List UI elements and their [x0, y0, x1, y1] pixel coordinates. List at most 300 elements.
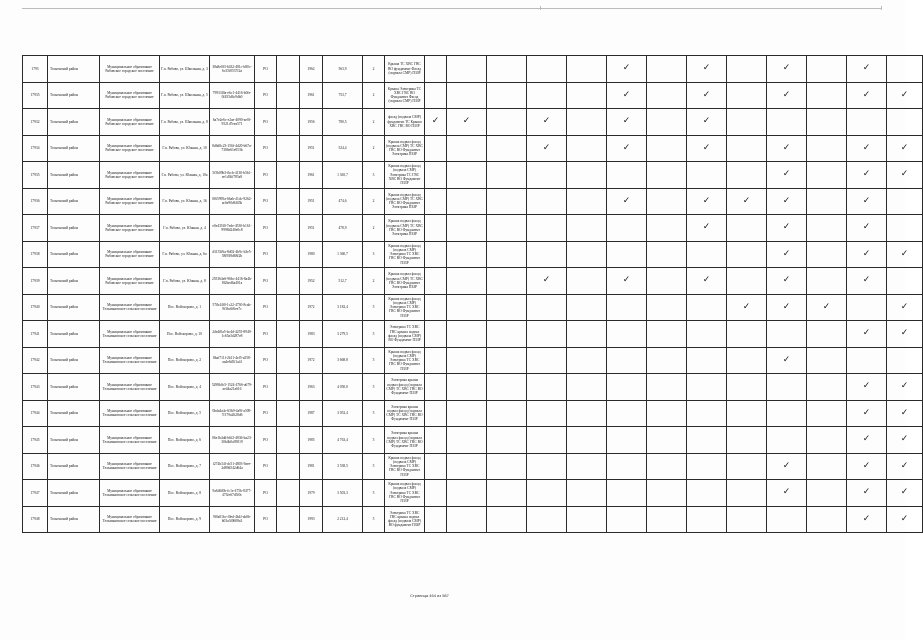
empty-check-cell — [887, 268, 923, 295]
empty-check-cell — [807, 480, 847, 507]
table-row — [23, 82, 923, 109]
row-number-cell: 17942 — [23, 347, 48, 374]
check-mark-cell: ✓ — [847, 82, 887, 109]
works-list-cell: Крыша подвал фасад (подвала СМР) Электрика ТС ХВС ГВС ВО Фундамент ПЗЗР — [385, 480, 425, 507]
empty-check-cell — [425, 374, 447, 401]
empty-check-cell — [425, 400, 447, 427]
empty-check-cell — [807, 400, 847, 427]
empty-check-cell — [447, 241, 487, 268]
empty-check-cell — [727, 400, 767, 427]
empty-check-cell — [447, 268, 487, 295]
area-cell: 524,4 — [323, 135, 363, 162]
empty-check-cell — [647, 135, 687, 162]
area-cell: 3 182,4 — [323, 294, 363, 321]
empty-cell — [277, 427, 300, 454]
municipality-cell: Муниципальное образование Тельмановское сельское поселение — [100, 294, 160, 321]
empty-cell — [277, 453, 300, 480]
district-cell: Тосненский район — [48, 162, 100, 189]
district-cell: Тосненский район — [48, 480, 100, 507]
empty-check-cell — [887, 215, 923, 242]
district-cell: Тосненский район — [48, 188, 100, 215]
empty-check-cell — [727, 82, 767, 109]
object-code-cell: РО — [255, 506, 277, 533]
district-cell: Тосненский район — [48, 294, 100, 321]
year-cell: 1951 — [300, 215, 323, 242]
empty-check-cell — [527, 241, 567, 268]
table-row — [23, 268, 923, 295]
empty-check-cell — [807, 82, 847, 109]
floors-cell: 2 — [363, 215, 385, 242]
empty-check-cell — [647, 506, 687, 533]
empty-check-cell — [447, 215, 487, 242]
district-cell: Тосненский район — [48, 135, 100, 162]
check-mark-cell: ✓ — [887, 241, 923, 268]
check-mark-cell: ✓ — [847, 374, 887, 401]
object-code-cell: РО — [255, 268, 277, 295]
empty-check-cell — [527, 374, 567, 401]
municipality-cell: Муниципальное образование Рябовское городское поселение — [100, 241, 160, 268]
empty-check-cell — [727, 241, 767, 268]
check-mark-cell: ✓ — [687, 268, 727, 295]
empty-check-cell — [527, 347, 567, 374]
fias-code-cell: e0e435f0-7ede-4530-b161-9998d240e0c8 — [210, 215, 255, 242]
area-cell: 3 279,5 — [323, 321, 363, 348]
check-mark-cell: ✓ — [887, 506, 923, 533]
empty-check-cell — [527, 188, 567, 215]
object-code-cell: РО — [255, 347, 277, 374]
address-cell: Г.п. Рябово, ул. Южная, д. 8 — [160, 268, 210, 295]
works-list-cell: Крыша подвал фасад (подвала СМР) ТС ХВС ГВС ВО Фундамент Электрика ПЗЗР — [385, 135, 425, 162]
empty-check-cell — [807, 109, 847, 136]
check-mark-cell: ✓ — [687, 82, 727, 109]
check-mark-cell: ✓ — [727, 294, 767, 321]
row-number-cell: 17938 — [23, 241, 48, 268]
table-row — [23, 294, 923, 321]
empty-check-cell — [567, 480, 607, 507]
empty-check-cell — [687, 453, 727, 480]
address-cell: Г.п. Рябово, ул. Южная, д. 10а — [160, 162, 210, 189]
table-row — [23, 109, 923, 136]
empty-check-cell — [607, 347, 647, 374]
address-cell: Г.п. Рябово, ул. Южная, д. 6а — [160, 241, 210, 268]
row-number-cell: 17932 — [23, 109, 48, 136]
check-mark-cell: ✓ — [607, 268, 647, 295]
row-number-cell: 17937 — [23, 215, 48, 242]
empty-check-cell — [727, 321, 767, 348]
empty-check-cell — [487, 56, 527, 83]
register-table — [22, 55, 923, 533]
check-mark-cell: ✓ — [887, 321, 923, 348]
empty-check-cell — [647, 347, 687, 374]
municipality-cell: Муниципальное образование Рябовское городское поселение — [100, 56, 160, 83]
empty-cell — [277, 135, 300, 162]
works-list-cell: Электрика крыша подвал фасад (подвала СМР) ТС ХВС ГВС ВО Фундамент ПЗЗР — [385, 374, 425, 401]
year-cell: 1963 — [300, 374, 323, 401]
check-mark-cell: ✓ — [687, 215, 727, 242]
empty-check-cell — [447, 294, 487, 321]
check-mark-cell: ✓ — [767, 347, 807, 374]
floors-cell: 2 — [363, 188, 385, 215]
check-mark-cell: ✓ — [447, 109, 487, 136]
district-cell: Тосненский район — [48, 453, 100, 480]
empty-check-cell — [687, 294, 727, 321]
row-number-cell: 17946 — [23, 453, 48, 480]
area-cell: 4 763,4 — [323, 427, 363, 454]
empty-check-cell — [527, 480, 567, 507]
address-cell: Пос. Войскорово, д. 1 — [160, 294, 210, 321]
empty-check-cell — [727, 268, 767, 295]
floors-cell: 2 — [363, 56, 385, 83]
empty-check-cell — [807, 188, 847, 215]
empty-check-cell — [727, 480, 767, 507]
area-cell: 478,9 — [323, 215, 363, 242]
floors-cell: 2 — [363, 135, 385, 162]
row-number-cell: 17939 — [23, 268, 48, 295]
district-cell: Тосненский район — [48, 215, 100, 242]
row-number-cell: 17936 — [23, 188, 48, 215]
object-code-cell: РО — [255, 135, 277, 162]
empty-check-cell — [567, 347, 607, 374]
area-cell: 4 050,0 — [323, 374, 363, 401]
row-number-cell: 17943 — [23, 374, 48, 401]
fias-code-cell: f274b34f-dc51-4803-9aee-2d89d542d64a — [210, 453, 255, 480]
empty-check-cell — [487, 215, 527, 242]
empty-check-cell — [425, 56, 447, 83]
empty-check-cell — [807, 321, 847, 348]
check-mark-cell: ✓ — [607, 188, 647, 215]
district-cell: Тосненский район — [48, 56, 100, 83]
municipality-cell: Муниципальное образование Рябовское городское поселение — [100, 188, 160, 215]
check-mark-cell: ✓ — [767, 453, 807, 480]
check-mark-cell: ✓ — [767, 188, 807, 215]
fias-code-cell: 5f5b09b3-fbcb-4130-b5b1-ee1d36f785a9 — [210, 162, 255, 189]
address-cell: Г.п. Рябово, ул. Южная, д. 4 — [160, 215, 210, 242]
district-cell: Тосненский район — [48, 347, 100, 374]
table-row — [23, 56, 923, 83]
check-mark-cell: ✓ — [847, 506, 887, 533]
empty-check-cell — [567, 427, 607, 454]
year-cell: 1980 — [300, 241, 323, 268]
empty-check-cell — [607, 294, 647, 321]
floors-cell: 3 — [363, 162, 385, 189]
object-code-cell: РО — [255, 374, 277, 401]
empty-cell — [277, 480, 300, 507]
empty-check-cell — [847, 294, 887, 321]
empty-check-cell — [727, 374, 767, 401]
empty-check-cell — [487, 268, 527, 295]
year-cell: 1951 — [300, 188, 323, 215]
district-cell: Тосненский район — [48, 400, 100, 427]
check-mark-cell: ✓ — [887, 427, 923, 454]
empty-check-cell — [425, 215, 447, 242]
empty-check-cell — [647, 400, 687, 427]
address-cell: Г.п. Рябово, ул. Школьная, д. 5 — [160, 82, 210, 109]
empty-check-cell — [447, 188, 487, 215]
check-mark-cell: ✓ — [607, 56, 647, 83]
floors-cell: 2 — [363, 268, 385, 295]
address-cell: Пос. Войскорово, д. 4 — [160, 374, 210, 401]
check-mark-cell: ✓ — [847, 453, 887, 480]
row-number-cell: 17935 — [23, 162, 48, 189]
area-cell: 780,5 — [323, 109, 363, 136]
empty-check-cell — [487, 188, 527, 215]
empty-check-cell — [567, 294, 607, 321]
empty-check-cell — [607, 400, 647, 427]
works-list-cell: Электрика крыша подвал фасад (подвала СМР) ТС ХВС ГВС ВО Фундамент ПЗЗР — [385, 427, 425, 454]
empty-check-cell — [687, 480, 727, 507]
empty-check-cell — [887, 188, 923, 215]
empty-check-cell — [887, 347, 923, 374]
empty-check-cell — [567, 56, 607, 83]
fias-code-cell: 9a646f0b-fc1e-475b-8477-473fe67d5f0c — [210, 480, 255, 507]
year-cell: 1961 — [300, 162, 323, 189]
works-list-cell: Электрика ТС ХВС ГВС крыша подвал фасад (подвала СМР) ВО Фундамент ПЗЗР — [385, 321, 425, 348]
municipality-cell: Муниципальное образование Тельмановское сельское поселение — [100, 506, 160, 533]
table-row — [23, 506, 923, 533]
year-cell: 1983 — [300, 321, 323, 348]
empty-check-cell — [487, 82, 527, 109]
works-list-cell: Электрика крыша подвал фасад (подвала СМР) ТС ХВС ГВС ВО Фундамент ПЗЗР — [385, 400, 425, 427]
empty-check-cell — [767, 321, 807, 348]
empty-check-cell — [767, 109, 807, 136]
empty-check-cell — [687, 374, 727, 401]
empty-check-cell — [567, 135, 607, 162]
empty-check-cell — [687, 400, 727, 427]
check-mark-cell: ✓ — [607, 109, 647, 136]
check-mark-cell: ✓ — [767, 241, 807, 268]
check-mark-cell: ✓ — [887, 162, 923, 189]
row-number-cell: 17941 — [23, 321, 48, 348]
fias-code-cell: 0f65995a-66ab-41dc-9262-ac6e90d6f45b — [210, 188, 255, 215]
municipality-cell: Муниципальное образование Рябовское городское поселение — [100, 135, 160, 162]
object-code-cell: РО — [255, 400, 277, 427]
empty-check-cell — [425, 427, 447, 454]
check-mark-cell: ✓ — [727, 188, 767, 215]
year-cell: 1962 — [300, 56, 323, 83]
fias-code-cell: 255364e6-96bc-4416-8a4b-8f2bed6a401a — [210, 268, 255, 295]
district-cell: Тосненский район — [48, 109, 100, 136]
works-list-cell: Крыша подвал фасад (подвала СМР) Электрика ТС ХВС ГВС ВО Фундамент ПЗЗР — [385, 241, 425, 268]
floors-cell: 5 — [363, 427, 385, 454]
empty-check-cell — [607, 215, 647, 242]
area-cell: 3 052,4 — [323, 400, 363, 427]
empty-check-cell — [425, 347, 447, 374]
empty-check-cell — [727, 347, 767, 374]
table-body — [23, 56, 923, 533]
year-cell: 1972 — [300, 294, 323, 321]
empty-check-cell — [567, 374, 607, 401]
empty-check-cell — [447, 162, 487, 189]
empty-check-cell — [647, 321, 687, 348]
address-cell: Пос. Войскорово, д. 5 — [160, 400, 210, 427]
empty-check-cell — [487, 427, 527, 454]
empty-check-cell — [807, 135, 847, 162]
check-mark-cell: ✓ — [425, 109, 447, 136]
municipality-cell: Муниципальное образование Рябовское городское поселение — [100, 109, 160, 136]
empty-check-cell — [487, 294, 527, 321]
check-mark-cell: ✓ — [887, 480, 923, 507]
empty-cell — [277, 82, 300, 109]
floors-cell: 5 — [363, 453, 385, 480]
empty-check-cell — [767, 374, 807, 401]
empty-check-cell — [607, 453, 647, 480]
empty-check-cell — [647, 374, 687, 401]
check-mark-cell: ✓ — [767, 162, 807, 189]
check-mark-cell: ✓ — [527, 135, 567, 162]
check-mark-cell: ✓ — [767, 294, 807, 321]
check-mark-cell: ✓ — [887, 453, 923, 480]
table-row — [23, 374, 923, 401]
check-mark-cell: ✓ — [527, 109, 567, 136]
empty-check-cell — [687, 506, 727, 533]
empty-check-cell — [567, 268, 607, 295]
empty-check-cell — [527, 453, 567, 480]
empty-check-cell — [807, 374, 847, 401]
check-mark-cell: ✓ — [527, 268, 567, 295]
row-number-cell: 1793 — [23, 56, 48, 83]
check-mark-cell: ✓ — [767, 268, 807, 295]
area-cell: 3 538,5 — [323, 453, 363, 480]
fias-code-cell: 9f0a01bc-f0ed-4b4f-ab0b-b03a3f0608a3 — [210, 506, 255, 533]
empty-check-cell — [807, 506, 847, 533]
object-code-cell: РО — [255, 82, 277, 109]
floors-cell: 5 — [363, 347, 385, 374]
empty-check-cell — [847, 347, 887, 374]
empty-check-cell — [425, 268, 447, 295]
row-number-cell: 17948 — [23, 506, 48, 533]
table-row — [23, 347, 923, 374]
works-list-cell: Крыша подвал фасад (подвала СМР) ТС ХВС ГВС ВО Фундамент Электрика ПЗЗР — [385, 188, 425, 215]
empty-check-cell — [607, 480, 647, 507]
empty-check-cell — [807, 241, 847, 268]
object-code-cell: РО — [255, 480, 277, 507]
check-mark-cell: ✓ — [767, 56, 807, 83]
check-mark-cell: ✓ — [767, 82, 807, 109]
empty-check-cell — [567, 453, 607, 480]
check-mark-cell: ✓ — [887, 374, 923, 401]
municipality-cell: Муниципальное образование Тельмановское сельское поселение — [100, 321, 160, 348]
check-mark-cell: ✓ — [807, 294, 847, 321]
area-cell: 512,7 — [323, 268, 363, 295]
area-cell: 474,6 — [323, 188, 363, 215]
empty-check-cell — [447, 347, 487, 374]
area-cell: 563,9 — [323, 56, 363, 83]
empty-check-cell — [425, 188, 447, 215]
object-code-cell: РО — [255, 215, 277, 242]
address-cell: Пос. Войскорово, д. 9 — [160, 506, 210, 533]
empty-check-cell — [727, 162, 767, 189]
empty-check-cell — [647, 215, 687, 242]
empty-check-cell — [647, 294, 687, 321]
area-cell: 753,7 — [323, 82, 363, 109]
empty-check-cell — [727, 215, 767, 242]
check-mark-cell: ✓ — [847, 268, 887, 295]
fias-code-cell: 06e1b4dd-b6f2-4836-ba23-30b4b0a95819 — [210, 427, 255, 454]
check-mark-cell: ✓ — [687, 135, 727, 162]
empty-check-cell — [487, 347, 527, 374]
empty-check-cell — [607, 374, 647, 401]
empty-check-cell — [687, 347, 727, 374]
empty-check-cell — [425, 241, 447, 268]
address-cell: Пос. Войскорово, д. 2 — [160, 347, 210, 374]
row-number-cell: 17935 — [23, 82, 48, 109]
empty-cell — [277, 347, 300, 374]
object-code-cell: РО — [255, 453, 277, 480]
municipality-cell: Муниципальное образование Тельмановское сельское поселение — [100, 453, 160, 480]
floors-cell: 2 — [363, 82, 385, 109]
empty-check-cell — [647, 82, 687, 109]
table-row — [23, 188, 923, 215]
district-cell: Тосненский район — [48, 241, 100, 268]
address-cell: Г.п. Рябово, ул. Южная, д. 10 — [160, 135, 210, 162]
municipality-cell: Муниципальное образование Рябовское городское поселение — [100, 82, 160, 109]
object-code-cell: РО — [255, 162, 277, 189]
municipality-cell: Муниципальное образование Тельмановское сельское поселение — [100, 347, 160, 374]
check-mark-cell: ✓ — [847, 56, 887, 83]
empty-cell — [277, 506, 300, 533]
fias-code-cell: 8d6d0c23-156f-4d20-b67a-7306e61e053b — [210, 135, 255, 162]
row-number-cell: 17940 — [23, 294, 48, 321]
empty-check-cell — [767, 400, 807, 427]
empty-check-cell — [447, 400, 487, 427]
empty-cell — [277, 268, 300, 295]
empty-check-cell — [727, 427, 767, 454]
floors-cell: 5 — [363, 374, 385, 401]
area-cell: 1 365,7 — [323, 162, 363, 189]
empty-check-cell — [607, 241, 647, 268]
works-list-cell: Крыша подвал фасад (подвала СМР) Электрика ТС ХВС ГВС ВО Фундамент ПЗЗР — [385, 294, 425, 321]
area-cell: 3 668,8 — [323, 347, 363, 374]
empty-check-cell — [425, 453, 447, 480]
address-cell: Пос. Войскорово, д. 7 — [160, 453, 210, 480]
empty-check-cell — [807, 268, 847, 295]
empty-check-cell — [487, 400, 527, 427]
address-cell: Г.п. Рябово, ул. Южная, д. 16 — [160, 188, 210, 215]
empty-check-cell — [767, 506, 807, 533]
empty-check-cell — [887, 56, 923, 83]
fias-code-cell: 79933f0a-e6c1-4416-b0fe-0f455d6c9db0 — [210, 82, 255, 109]
empty-check-cell — [425, 480, 447, 507]
object-code-cell: РО — [255, 109, 277, 136]
row-number-cell: 17947 — [23, 480, 48, 507]
empty-check-cell — [687, 321, 727, 348]
empty-check-cell — [647, 241, 687, 268]
area-cell: 2 212,4 — [323, 506, 363, 533]
empty-check-cell — [647, 268, 687, 295]
top-border-ticks — [540, 6, 882, 10]
empty-check-cell — [447, 82, 487, 109]
works-list-cell: фасад (подвала СМР) фундамент ТС Крыша ХВС ГВС ВО ПЗЗР — [385, 109, 425, 136]
table-row — [23, 453, 923, 480]
check-mark-cell: ✓ — [887, 294, 923, 321]
empty-check-cell — [487, 506, 527, 533]
check-mark-cell: ✓ — [847, 241, 887, 268]
check-mark-cell: ✓ — [887, 82, 923, 109]
object-code-cell: РО — [255, 427, 277, 454]
empty-check-cell — [425, 321, 447, 348]
empty-check-cell — [727, 135, 767, 162]
empty-check-cell — [807, 347, 847, 374]
empty-check-cell — [487, 241, 527, 268]
empty-check-cell — [527, 427, 567, 454]
empty-check-cell — [527, 56, 567, 83]
empty-check-cell — [527, 162, 567, 189]
empty-check-cell — [527, 82, 567, 109]
empty-check-cell — [527, 506, 567, 533]
empty-check-cell — [425, 82, 447, 109]
works-list-cell: Крыша подвал фасад (подвала СМР) ТС ХВС ГВС ВО Фундамент Электрика ПЗЗР — [385, 215, 425, 242]
table-row — [23, 241, 923, 268]
